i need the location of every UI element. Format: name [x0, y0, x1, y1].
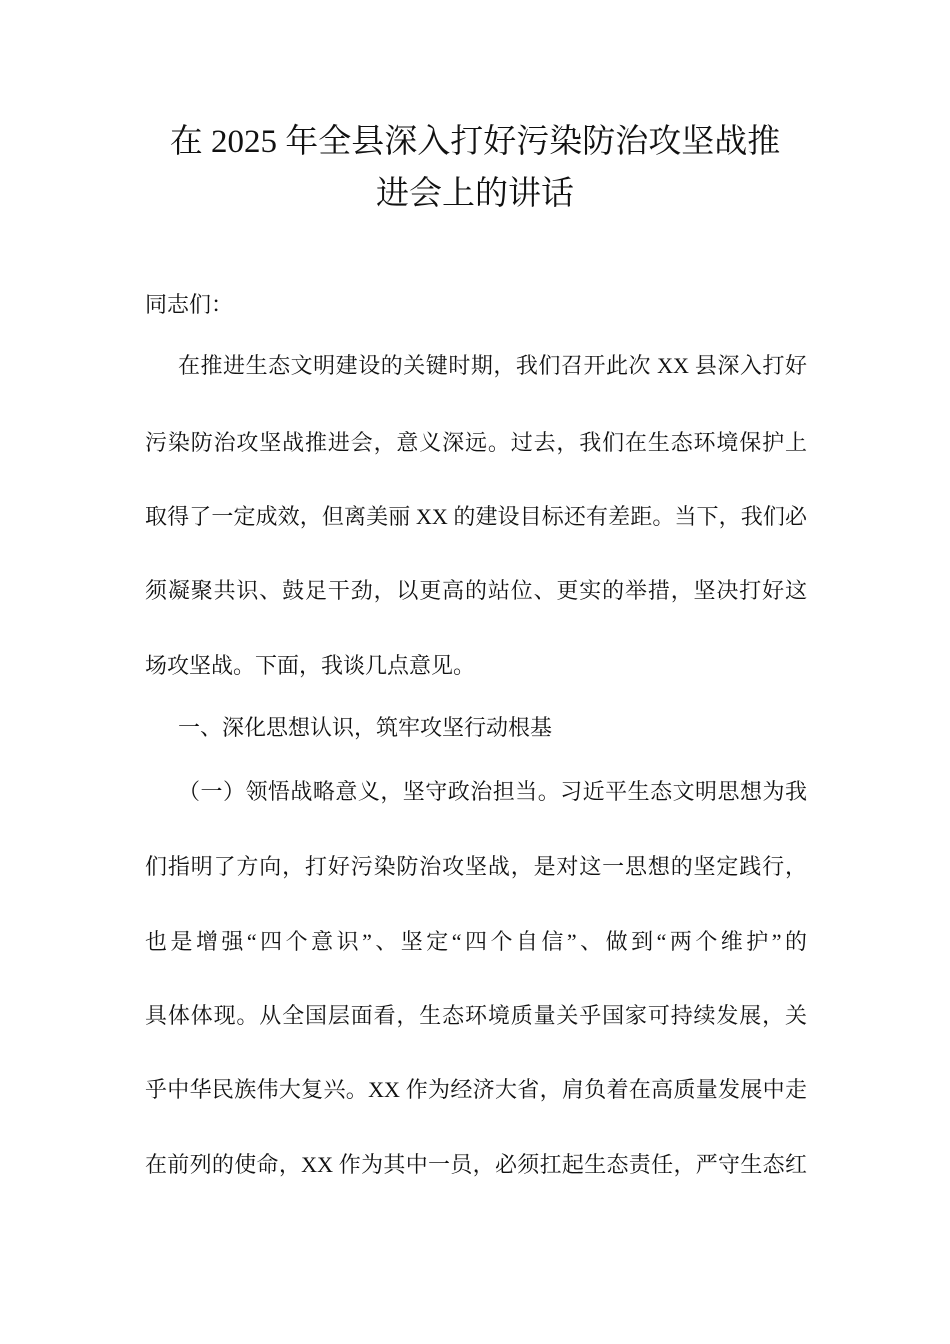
document-title-line-2: 进会上的讲话: [376, 176, 574, 212]
document-title-line-1: 在 2025 年全县深入打好污染防治攻坚战推: [169, 124, 781, 160]
text-line: 具体体现。从全国层面看，生态环境质量关乎国家可持续发展，关: [145, 1003, 807, 1028]
text-line: 也是增强“四个意识”、坚定“四个自信”、做到“两个维护”的: [145, 929, 807, 954]
text-line: 在前列的使命，XX 作为其中一员，必须扛起生态责任，严守生态红: [145, 1152, 807, 1177]
text-line: 取得了一定成效，但离美丽 XX 的建设目标还有差距。当下，我们必: [145, 504, 807, 529]
section-heading-1: 一、深化思想认识，筑牢攻坚行动根基: [178, 715, 553, 740]
text-line: 污染防治攻坚战推进会，意义深远。过去，我们在生态环境保护上: [145, 430, 807, 455]
text-line: 乎中华民族伟大复兴。XX 作为经济大省，肩负着在高质量发展中走: [145, 1077, 807, 1102]
text-line: 场攻坚战。下面，我谈几点意见。: [145, 653, 476, 678]
text-line: 们指明了方向，打好污染防治攻坚战，是对这一思想的坚定践行，: [145, 854, 807, 879]
text-line: 在推进生态文明建设的关键时期，我们召开此次 XX 县深入打好: [178, 353, 807, 378]
text-line: （一）领悟战略意义，坚守政治担当。习近平生态文明思想为我: [178, 779, 807, 804]
text-line: 须凝聚共识、鼓足干劲，以更高的站位、更实的举措，坚决打好这: [145, 578, 807, 603]
salutation: 同志们：: [145, 292, 234, 317]
